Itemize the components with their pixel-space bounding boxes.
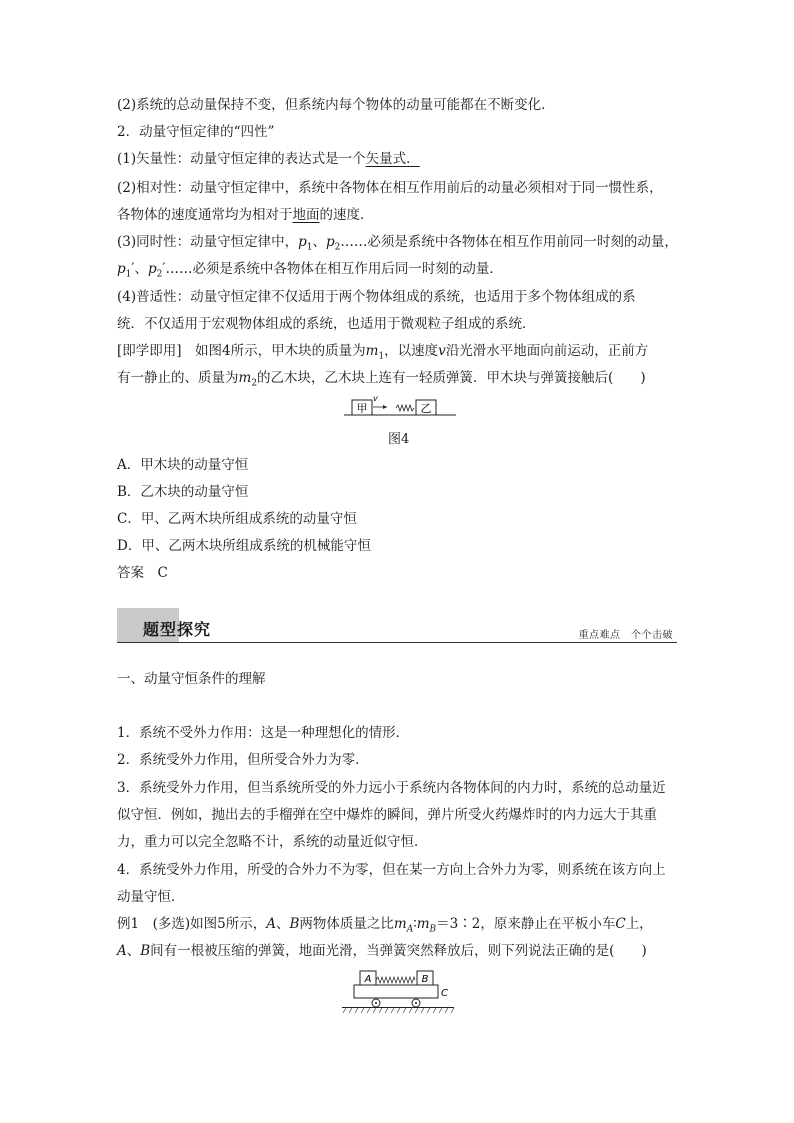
condition-4: 4．系统受外力作用，所受的合外力不为零，但在某一方向上合外力为零，则系统在该方向上 xyxy=(117,862,666,878)
subscript: B xyxy=(429,924,437,935)
symbol: m xyxy=(238,370,252,386)
velocity-label: v xyxy=(373,395,378,403)
text: 的速度． xyxy=(319,207,374,223)
practice-question xyxy=(117,342,648,366)
text: ，以速度 xyxy=(384,343,439,359)
option-b: B．乙木块的动量守恒 xyxy=(117,484,249,500)
text: ……必须是系统中各物体在相互作用前同一时刻的动量， xyxy=(340,234,678,250)
symbol: p xyxy=(298,234,307,250)
symbol: p xyxy=(147,261,157,277)
symbol: B xyxy=(140,943,151,959)
example-1-cont xyxy=(117,942,647,960)
text: (3)同时性：动量守恒定律中， xyxy=(117,234,299,250)
velocity-arrowhead xyxy=(383,405,387,409)
universality-property: (4)普适性：动量守恒定律不仅适用于两个物体组成的系统，也适用于多个物体组成的系 xyxy=(117,289,636,305)
symbol: m xyxy=(393,916,407,932)
condition-3-cont: 力，重力可以完全忽略不计，系统的动量近似守恒． xyxy=(117,834,428,850)
answer: 答案 C xyxy=(117,565,168,581)
text: ……必须是系统中各物体在相互作用后同一时刻的动量． xyxy=(165,261,503,277)
block-jia-label: 甲 xyxy=(356,402,368,415)
section-divider xyxy=(117,642,677,643)
text: 各物体的速度通常均为相对于 xyxy=(117,207,293,223)
spring-icon xyxy=(376,977,415,983)
subscript: A xyxy=(406,924,414,935)
section-header xyxy=(117,608,677,644)
text: 沿光滑水平地面向前运动，正前方 xyxy=(445,343,649,359)
wheel-hub xyxy=(415,1002,417,1004)
text: 例1 (多选)如图5所示， xyxy=(117,916,267,932)
four-properties-heading: 2．动量守恒定律的“四性” xyxy=(117,124,275,140)
cart-board xyxy=(354,985,438,998)
text: 、 xyxy=(275,916,290,932)
underlined-term: 地面 xyxy=(292,207,320,223)
subscript: 2 xyxy=(334,242,341,253)
spring-icon xyxy=(396,405,414,411)
text: (1)矢量性：动量守恒定律的表达式是一个 xyxy=(117,151,366,167)
condition-3: 3．系统受外力作用，但当系统所受的外力远小于系统内各物体间的内力时，系统的总动量近 xyxy=(117,780,666,796)
symbol: B xyxy=(289,916,300,932)
text: 两物体质量之比 xyxy=(299,916,394,932)
option-c: C．甲、乙两木块所组成系统的动量守恒 xyxy=(117,511,357,527)
condition-3-cont: 似守恒．例如，抛出去的手榴弹在空中爆炸的瞬间，弹片所受火药爆炸时的内力远大于其重 xyxy=(117,807,657,823)
underlined-term: 矢量式． xyxy=(365,151,420,167)
symbol: p xyxy=(117,261,126,277)
condition-4-cont: 动量守恒． xyxy=(117,889,185,905)
symbol: v xyxy=(438,343,446,359)
figure-5 xyxy=(338,968,458,1014)
text: 、 xyxy=(126,943,141,959)
subscript: 1 xyxy=(306,242,313,253)
symbol: m xyxy=(365,343,379,359)
symbol: p xyxy=(326,234,335,250)
prime: ′ xyxy=(162,261,166,277)
ground-hatching xyxy=(343,1008,454,1013)
symbol: m xyxy=(416,916,430,932)
block-a-label: A xyxy=(364,974,372,985)
simultaneity-property xyxy=(117,233,678,257)
text: ＝3∶2，原来静止在平板小车 xyxy=(436,916,616,932)
figure-4 xyxy=(340,395,460,421)
section-title: 题型探究 xyxy=(143,620,212,639)
text: 的乙木块，乙木块上连有一轻质弹簧．甲木块与弹簧接触后( ) xyxy=(257,370,646,386)
prime: ′ xyxy=(131,261,135,277)
condition-2: 2．系统受外力作用，但所受合外力为零． xyxy=(117,752,369,768)
subscript: 1 xyxy=(125,269,132,280)
figure-4-caption: 图4 xyxy=(388,432,410,447)
subscript: 1 xyxy=(378,351,385,362)
text: [即学即用] 如图4所示，甲木块的质量为 xyxy=(117,343,366,359)
practice-question-cont xyxy=(117,369,646,393)
paragraph-line: (2)系统的总动量保持不变，但系统内每个物体的动量可能都在不断变化． xyxy=(117,97,555,113)
block-b-label: B xyxy=(421,974,429,985)
option-a: A．甲木块的动量守恒 xyxy=(117,457,249,473)
block-yi-label: 乙 xyxy=(420,402,432,415)
simultaneity-property-cont xyxy=(117,260,503,284)
text: 、 xyxy=(312,234,327,250)
subscript: 2 xyxy=(251,378,258,389)
subscript: 2 xyxy=(156,269,163,280)
universality-property-cont: 统．不仅适用于宏观物体组成的系统，也适用于微观粒子组成的系统． xyxy=(117,316,536,332)
example-1 xyxy=(117,915,653,939)
relativity-property: (2)相对性：动量守恒定律中，系统中各物体在相互作用前后的动量必须相对于同一惯性系， xyxy=(117,180,663,196)
relativity-property-cont xyxy=(117,206,374,224)
symbol: A xyxy=(117,943,127,959)
cart-label: C xyxy=(441,988,448,999)
text: 有一静止的、质量为 xyxy=(117,370,239,386)
symbol: C xyxy=(615,916,626,932)
condition-1: 1．系统不受外力作用：这是一种理想化的情形． xyxy=(117,725,410,741)
text: 间有一根被压缩的弹簧，地面光滑，当弹簧突然释放后，则下列说法正确的是( ) xyxy=(150,943,647,959)
text: 上， xyxy=(625,916,653,932)
symbol: A xyxy=(266,916,276,932)
option-d: D．甲、乙两木块所组成系统的机械能守恒 xyxy=(117,538,371,554)
subsection-heading: 一、动量守恒条件的理解 xyxy=(117,671,266,687)
wheel-hub xyxy=(375,1002,377,1004)
vector-property xyxy=(117,150,420,168)
text: 、 xyxy=(134,261,148,277)
section-subtitle: 重点难点 个个击破 xyxy=(578,630,673,641)
text: ∶ xyxy=(413,916,417,932)
